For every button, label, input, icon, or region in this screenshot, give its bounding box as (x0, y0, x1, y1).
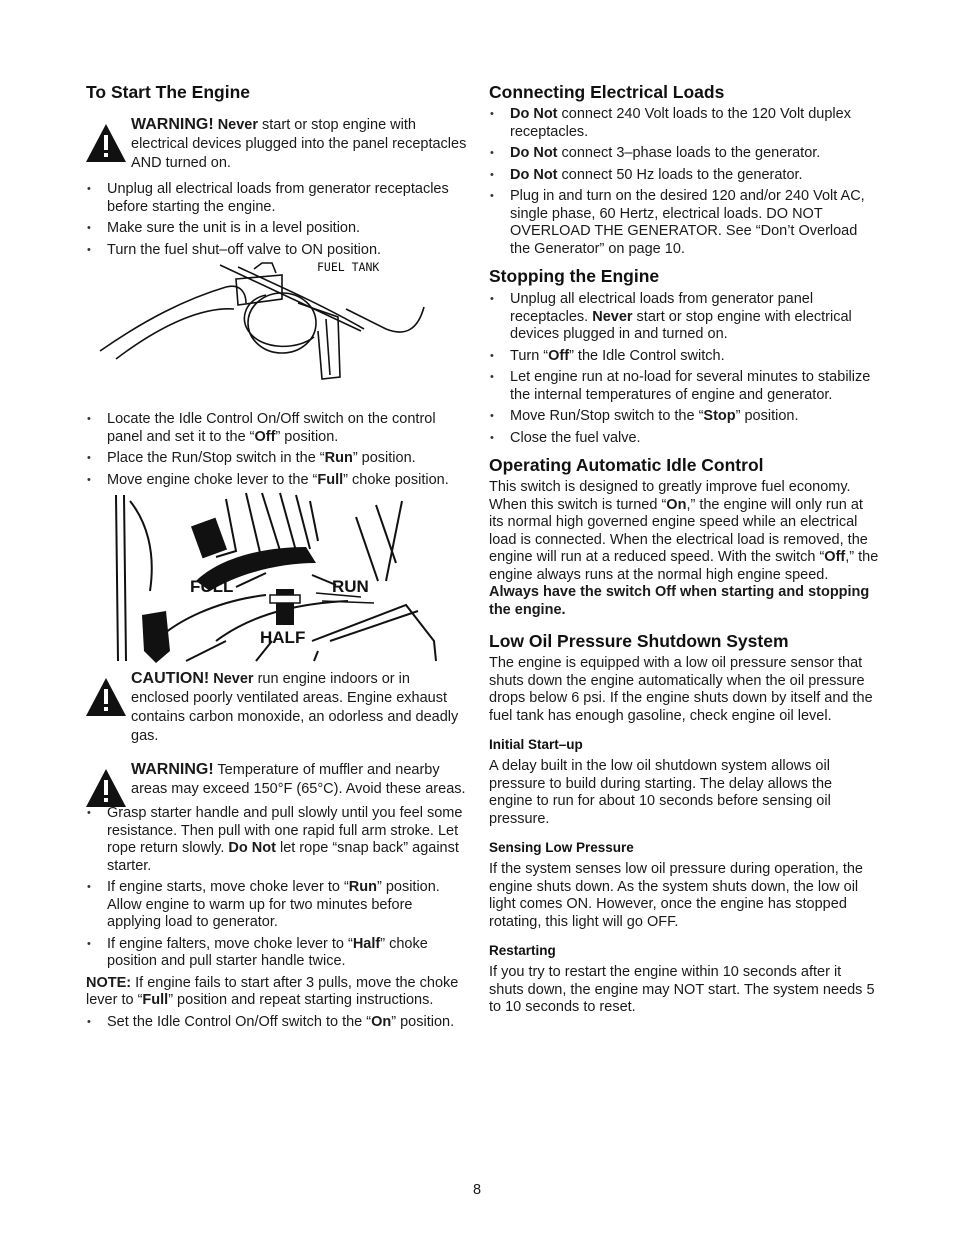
idle-control-heading: Operating Automatic Idle Control (489, 455, 764, 475)
list-item: • Set the Idle Control On/Off switch to the “On” position. (86, 1014, 470, 1032)
page-number: 8 (472, 1182, 482, 1198)
choke-half-label: HALF (260, 628, 306, 647)
right-column (489, 80, 879, 1017)
start-bullets-1 (86, 181, 470, 259)
initial-startup-heading: Initial Start–up (489, 737, 583, 752)
list-item: • Turn “Off” the Idle Control switch. (489, 348, 879, 366)
list-item: • If engine starts, move choke lever to “Run” position. Allow engine to warm up for two minutes before applying load to generator. (86, 879, 470, 932)
idle-control-paragraph: This switch is designed to greatly improve fuel economy. When this switch is turned “On,” the engine will only run at its normal high governed engine speed while an electrical load is connected. When the electrical load is removed, the engine will run at a reduced speed. With the switch “Off,” the engine always runs at the normal high engine speed. Always have the switch Off when starting and stopping the engine. (489, 479, 879, 618)
list-item: • Turn the fuel shut–off valve to ON position. (86, 242, 470, 260)
initial-startup-paragraph: A delay built in the low oil shutdown system allows oil pressure to build during starting. The delay allows the engine to run for about 10 seconds before sensing oil pressure. (489, 758, 833, 827)
caution-block (86, 669, 470, 746)
start-bullets-3 (86, 805, 470, 971)
low-oil-paragraph: The engine is equipped with a low oil pressure sensor that shuts down the engine automatically when the oil pressure drops below 6 psi. If the engine shuts down by itself and the fuel tank has enough gasoline, check engine oil level. (489, 655, 873, 724)
sensing-low-pressure-paragraph: If the system senses low oil pressure during operation, the engine shuts down. As the system shuts down, the low oil light comes ON. However, once the engine has stopped rotating, this light will go OFF. (489, 861, 863, 930)
list-item: • Close the fuel valve. (489, 430, 879, 448)
choke-lever-illustration (86, 491, 470, 663)
warning-triangle-icon (86, 769, 126, 807)
warning-triangle-icon (86, 124, 126, 162)
stop-bullets (489, 291, 879, 447)
list-item: • Move Run/Stop switch to the “Stop” position. (489, 408, 879, 426)
list-item: • Place the Run/Stop switch in the “Run” position. (86, 450, 470, 468)
choke-run-label: RUN (332, 577, 369, 596)
left-column (86, 80, 470, 1035)
list-item: • Unplug all electrical loads from generator receptacles before starting the engine. (86, 181, 470, 216)
start-engine-heading: To Start The Engine (86, 82, 250, 102)
list-item: • Let engine run at no-load for several minutes to stabilize the internal temperatures of engine and generator. (489, 369, 879, 404)
restarting-heading: Restarting (489, 943, 556, 958)
fuel-tank-label: FUEL TANK (317, 260, 380, 274)
start-bullets-2 (86, 411, 470, 489)
connecting-loads-heading: Connecting Electrical Loads (489, 82, 725, 102)
warning-block-1 (86, 115, 470, 173)
list-item: • Do Not connect 240 Volt loads to the 120 Volt duplex receptacles. (489, 106, 879, 141)
list-item: • Make sure the unit is in a level position. (86, 220, 470, 238)
list-item: • Locate the Idle Control On/Off switch on the control panel and set it to the “Off” position. (86, 411, 470, 446)
fuel-valve-illustration (86, 259, 470, 407)
sensing-low-pressure-heading: Sensing Low Pressure (489, 840, 634, 855)
start-bullets-4 (86, 1014, 470, 1032)
warning-block-2 (86, 760, 470, 799)
list-item: • If engine falters, move choke lever to “Half” choke position and pull starter handle twice. (86, 936, 470, 971)
stopping-engine-heading: Stopping the Engine (489, 266, 660, 286)
list-item: • Move engine choke lever to the “Full” choke position. (86, 472, 470, 490)
low-oil-heading: Low Oil Pressure Shutdown System (489, 631, 789, 651)
warning-triangle-icon (86, 678, 126, 716)
list-item: • Plug in and turn on the desired 120 and/or 240 Volt AC, single phase, 60 Hertz, electrical loads. DO NOT OVERLOAD THE GENERATOR. See “Don’t Overload the Generator” on page 10. (489, 188, 879, 258)
list-item: • Grasp starter handle and pull slowly until you feel some resistance. Then pull with one rapid full arm stroke. Let rope return slowly. Do Not let rope “snap back” against starter. (86, 805, 470, 875)
list-item: • Do Not connect 50 Hz loads to the generator. (489, 167, 879, 185)
caution-text: CAUTION! Never run engine indoors or in enclosed poorly ventilated areas. Engine exhaust contains carbon monoxide, an odorless and deadly gas. (131, 670, 459, 744)
warning-text-2: WARNING! Temperature of muffler and nearby areas may exceed 150°F (65°C). Avoid these areas. (131, 761, 466, 797)
note-paragraph: NOTE: If engine fails to start after 3 pulls, move the choke lever to “Full” position and repeat starting instructions. (86, 974, 459, 1008)
choke-full-label: FULL (190, 577, 234, 596)
list-item: • Unplug all electrical loads from generator panel receptacles. Never start or stop engine with electrical devices plugged in and turned on. (489, 291, 879, 344)
list-item: • Do Not connect 3–phase loads to the generator. (489, 145, 879, 163)
restarting-paragraph: If you try to restart the engine within 10 seconds after it shuts down, the engine may NOT start. The system needs 5 to 10 seconds to reset. (489, 964, 875, 1015)
warning-text-1: WARNING! Never start or stop engine with electrical devices plugged into the panel receptacles AND turned on. (131, 116, 467, 171)
connect-bullets (489, 106, 879, 258)
